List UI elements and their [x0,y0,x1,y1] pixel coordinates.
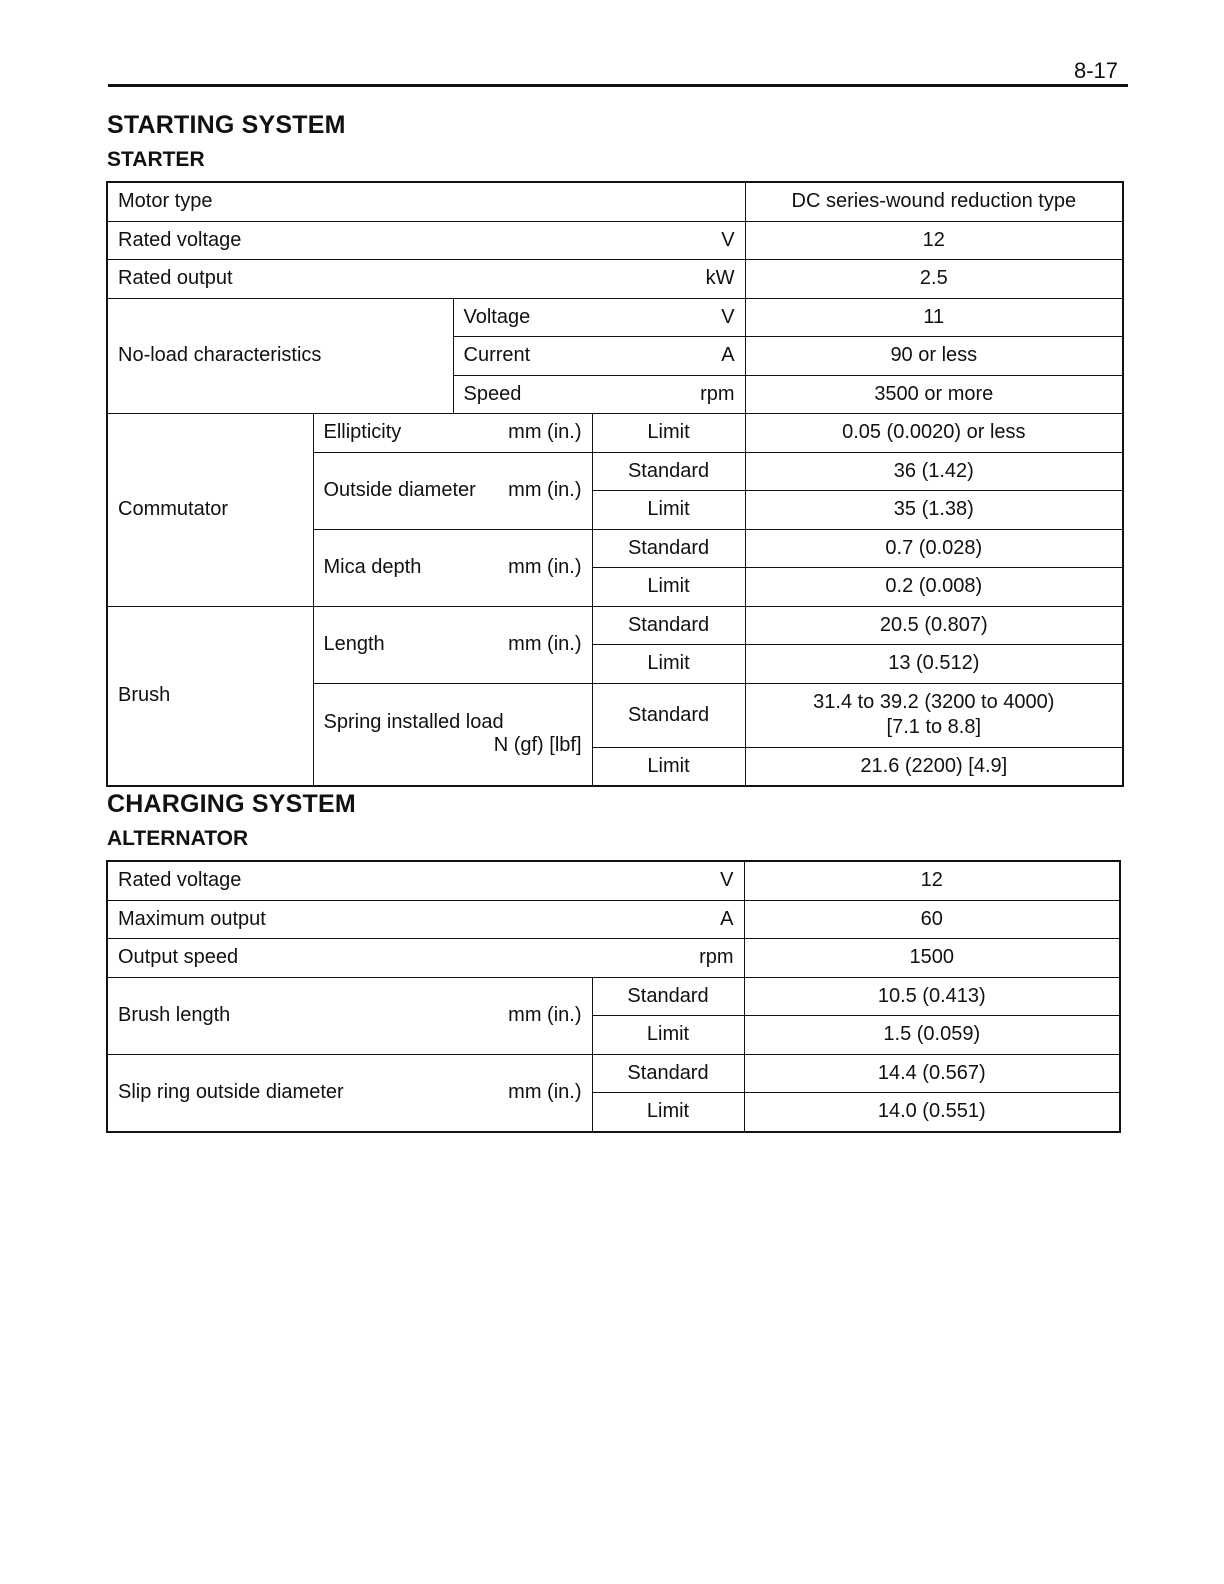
slip-ring-standard-label: Standard [592,1054,744,1093]
spring-load-standard-line1: 31.4 to 39.2 (3200 to 4000) [813,691,1055,713]
mica-depth-standard-label: Standard [592,529,745,568]
outside-diameter-standard-value: 36 (1.42) [745,452,1123,491]
outside-diameter-standard-label: Standard [592,452,745,491]
no-load-voltage-cell [453,298,745,337]
outside-diameter-limit-value: 35 (1.38) [745,491,1123,530]
alt-brush-length-limit-value: 1.5 (0.059) [744,1016,1120,1055]
slip-ring-label: Slip ring outside diameter [118,1081,344,1103]
rated-output-label: Rated output [118,267,233,290]
brush-length-label: Length [323,633,385,655]
ellipticity-limit-value: 0.05 (0.0020) or less [745,414,1123,453]
outside-diameter-limit-label: Limit [592,491,745,530]
rated-voltage-cell [107,221,745,260]
outside-diameter-unit: mm (in.) [508,479,582,501]
slip-ring-limit-value: 14.0 (0.551) [744,1093,1120,1132]
table-row [107,939,1120,978]
ellipticity-limit-label: Limit [592,414,745,453]
alt-brush-length-unit: mm (in.) [508,1004,582,1026]
no-load-label: No-load characteristics [107,298,453,414]
maximum-output-cell [107,900,744,939]
starting-system-title: STARTING SYSTEM [107,111,346,139]
slip-ring-unit: mm (in.) [508,1081,582,1103]
spring-load-limit-value: 21.6 (2200) [4.9] [745,747,1123,786]
alt-brush-length-label: Brush length [118,1004,231,1026]
alt-rated-voltage-label: Rated voltage [118,869,242,892]
spring-load-standard-label: Standard [592,683,745,747]
output-speed-cell [107,939,744,978]
no-load-current-value: 90 or less [745,337,1123,376]
header-rule [108,84,1128,87]
brush-length-cell [313,606,592,683]
output-speed-unit: rpm [699,946,734,969]
alt-rated-voltage-value: 12 [744,861,1120,900]
charging-system-title: CHARGING SYSTEM [107,790,356,818]
no-load-speed-label: Speed [463,382,522,405]
no-load-speed-value: 3500 or more [745,375,1123,414]
no-load-current-cell [453,337,745,376]
spring-load-cell [313,683,592,786]
table-row [107,900,1120,939]
rated-voltage-unit: V [721,228,735,251]
no-load-voltage-unit: V [721,305,735,328]
brush-length-standard-label: Standard [592,606,745,645]
brush-length-limit-value: 13 (0.512) [745,645,1123,684]
starter-subtitle: STARTER [107,148,205,171]
page-number: 8-17 [1073,58,1118,83]
table-row [107,414,1123,453]
outside-diameter-cell [313,452,592,529]
output-speed-value: 1500 [744,939,1120,978]
table-row [107,298,1123,337]
table-row [107,977,1120,1016]
alt-rated-voltage-unit: V [720,869,734,892]
mica-depth-unit: mm (in.) [508,556,582,578]
slip-ring-cell [107,1054,592,1132]
slip-ring-standard-value: 14.4 (0.567) [744,1054,1120,1093]
slip-ring-limit-label: Limit [592,1093,744,1132]
rated-output-value: 2.5 [745,260,1123,299]
spring-load-limit-label: Limit [592,747,745,786]
table-row [107,606,1123,645]
spring-load-label: Spring installed load [323,711,504,734]
maximum-output-unit: A [720,907,734,930]
no-load-current-unit: A [721,344,735,367]
motor-type-value: DC series-wound reduction type [745,182,1123,221]
rated-output-cell [107,260,745,299]
mica-depth-label: Mica depth [323,556,422,578]
alternator-spec-table [106,860,1121,1133]
mica-depth-limit-value: 0.2 (0.008) [745,568,1123,607]
spring-load-standard-line2: [7.1 to 8.8] [886,716,982,738]
table-row [107,861,1120,900]
ellipticity-unit: mm (in.) [508,421,582,444]
motor-type-label: Motor type [107,182,745,221]
table-row [107,221,1123,260]
brush-label: Brush [107,606,313,786]
mica-depth-standard-value: 0.7 (0.028) [745,529,1123,568]
alt-brush-length-standard-value: 10.5 (0.413) [744,977,1120,1016]
no-load-current-label: Current [463,344,531,367]
table-row [107,260,1123,299]
table-row [107,1054,1120,1093]
brush-length-standard-value: 20.5 (0.807) [745,606,1123,645]
spring-load-standard-value [745,683,1123,747]
ellipticity-label: Ellipticity [323,421,402,444]
maximum-output-value: 60 [744,900,1120,939]
brush-length-unit: mm (in.) [508,633,582,655]
ellipticity-cell [313,414,592,453]
output-speed-label: Output speed [118,946,239,969]
no-load-voltage-label: Voltage [463,305,531,328]
alt-rated-voltage-cell [107,861,744,900]
no-load-speed-unit: rpm [700,382,735,405]
alternator-subtitle: ALTERNATOR [107,827,249,850]
table-row [107,182,1123,221]
no-load-voltage-value: 11 [745,298,1123,337]
maximum-output-label: Maximum output [118,907,266,930]
mica-depth-cell [313,529,592,606]
no-load-speed-cell [453,375,745,414]
alt-brush-length-limit-label: Limit [592,1016,744,1055]
starter-spec-table [106,181,1124,787]
rated-output-unit: kW [705,267,735,290]
alt-brush-length-standard-label: Standard [592,977,744,1016]
rated-voltage-label: Rated voltage [118,228,242,251]
commutator-label: Commutator [107,414,313,607]
spring-load-unit: N (gf) [lbf] [493,734,582,757]
mica-depth-limit-label: Limit [592,568,745,607]
rated-voltage-value: 12 [745,221,1123,260]
outside-diameter-label: Outside diameter [323,479,476,501]
alt-brush-length-cell [107,977,592,1054]
brush-length-limit-label: Limit [592,645,745,684]
